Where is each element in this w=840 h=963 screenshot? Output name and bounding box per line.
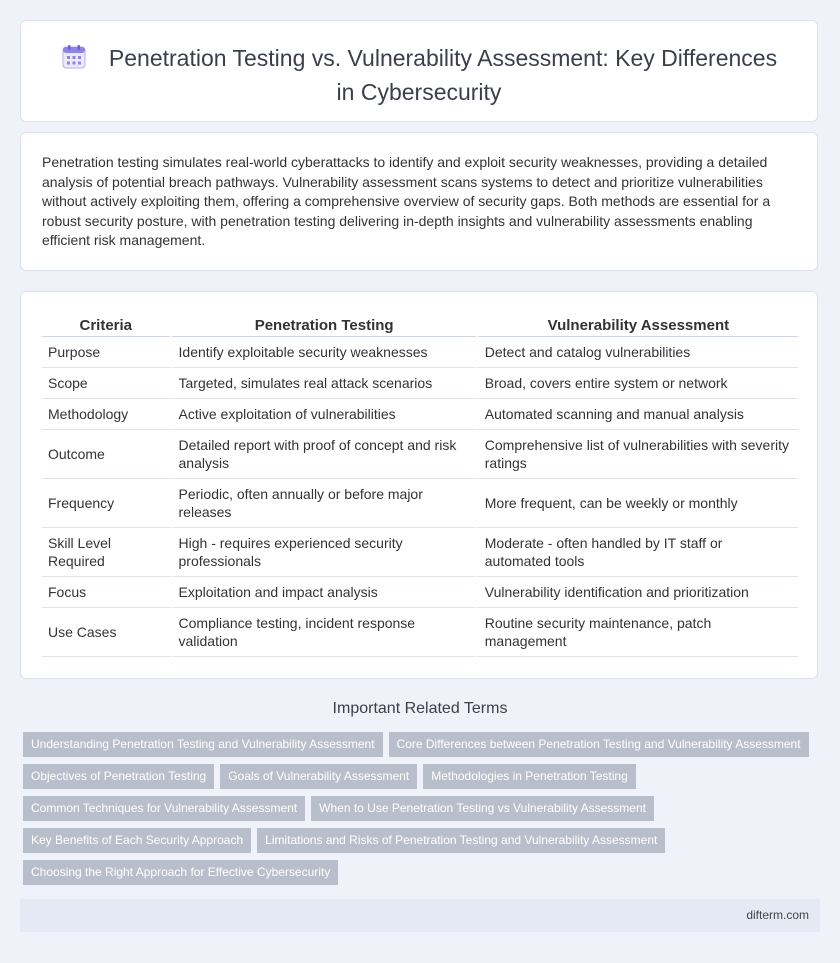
criteria-cell: Outcome <box>42 430 170 479</box>
related-terms-list <box>23 732 823 892</box>
title-card <box>20 20 818 122</box>
related-term-tag[interactable]: Understanding Penetration Testing and Vulnerability Assessment <box>23 732 383 757</box>
va-cell: Automated scanning and manual analysis <box>476 399 798 430</box>
title-line-2: in Cybersecurity <box>336 79 502 105</box>
va-cell: Vulnerability identification and prioritization <box>476 577 798 608</box>
page-title <box>21 43 817 107</box>
comparison-card <box>20 291 818 679</box>
va-cell: Moderate - often handled by IT staff or automated tools <box>476 528 798 577</box>
related-term-tag[interactable]: Common Techniques for Vulnerability Assessment <box>23 796 305 821</box>
related-term-tag[interactable]: Limitations and Risks of Penetration Testing and Vulnerability Assessment <box>257 828 665 853</box>
pentest-cell: High - requires experienced security professionals <box>170 528 476 577</box>
table-row <box>42 368 798 399</box>
title-line-1: Penetration Testing vs. Vulnerability Assessment: Key Differences <box>108 45 778 71</box>
table-row <box>42 430 798 479</box>
comparison-table <box>42 314 798 657</box>
related-term-tag[interactable]: Choosing the Right Approach for Effective Cybersecurity <box>23 860 338 885</box>
va-cell: Detect and catalog vulnerabilities <box>476 337 798 368</box>
table-row <box>42 337 798 368</box>
criteria-cell: Methodology <box>42 399 170 430</box>
pentest-cell: Identify exploitable security weaknesses <box>170 337 476 368</box>
criteria-cell: Skill Level Required <box>42 528 170 577</box>
pentest-cell: Targeted, simulates real attack scenarios <box>170 368 476 399</box>
related-term-tag[interactable]: When to Use Penetration Testing vs Vulnerability Assessment <box>311 796 654 821</box>
table-row <box>42 577 798 608</box>
pentest-cell: Exploitation and impact analysis <box>170 577 476 608</box>
va-cell: Comprehensive list of vulnerabilities with severity ratings <box>476 430 798 479</box>
footer <box>20 899 820 932</box>
table-row <box>42 399 798 430</box>
pentest-cell: Periodic, often annually or before major releases <box>170 479 476 528</box>
va-cell: Broad, covers entire system or network <box>476 368 798 399</box>
criteria-cell: Frequency <box>42 479 170 528</box>
table-row <box>42 608 798 657</box>
table-row <box>42 479 798 528</box>
table-row <box>42 528 798 577</box>
criteria-cell: Scope <box>42 368 170 399</box>
related-term-tag[interactable]: Methodologies in Penetration Testing <box>423 764 636 789</box>
related-terms-title: Important Related Terms <box>332 700 508 717</box>
criteria-cell: Use Cases <box>42 608 170 657</box>
related-term-tag[interactable]: Core Differences between Penetration Testing and Vulnerability Assessment <box>389 732 809 757</box>
related-term-tag[interactable]: Key Benefits of Each Security Approach <box>23 828 251 853</box>
header-criteria: Criteria <box>42 314 170 337</box>
related-term-tag[interactable]: Goals of Vulnerability Assessment <box>220 764 417 789</box>
criteria-cell: Focus <box>42 577 170 608</box>
pentest-cell: Active exploitation of vulnerabilities <box>170 399 476 430</box>
pentest-cell: Compliance testing, incident response validation <box>170 608 476 657</box>
va-cell: More frequent, can be weekly or monthly <box>476 479 798 528</box>
header-vulnerability-assessment: Vulnerability Assessment <box>476 314 798 337</box>
header-penetration-testing: Penetration Testing <box>170 314 476 337</box>
calendar-icon <box>61 44 87 77</box>
related-term-tag[interactable]: Objectives of Penetration Testing <box>23 764 214 789</box>
intro-paragraph: Penetration testing simulates real-world cyberattacks to identify and exploit security weaknesses, providing a detailed analysis of potential breach pathways. Vulnerability assessment scans systems to detect and prioritize vulnerabilities without actively exploiting them, offering a comprehensive overview of security gaps. Both methods are essential for a robust security posture, with penetration testing delivering in-depth insights and vulnerability assessments enabling efficient risk management. <box>42 154 771 249</box>
va-cell: Routine security maintenance, patch management <box>476 608 798 657</box>
footer-site-link[interactable]: difterm.com <box>746 908 809 922</box>
table-header-row <box>42 314 798 337</box>
intro-card <box>20 132 818 271</box>
pentest-cell: Detailed report with proof of concept and risk analysis <box>170 430 476 479</box>
criteria-cell: Purpose <box>42 337 170 368</box>
